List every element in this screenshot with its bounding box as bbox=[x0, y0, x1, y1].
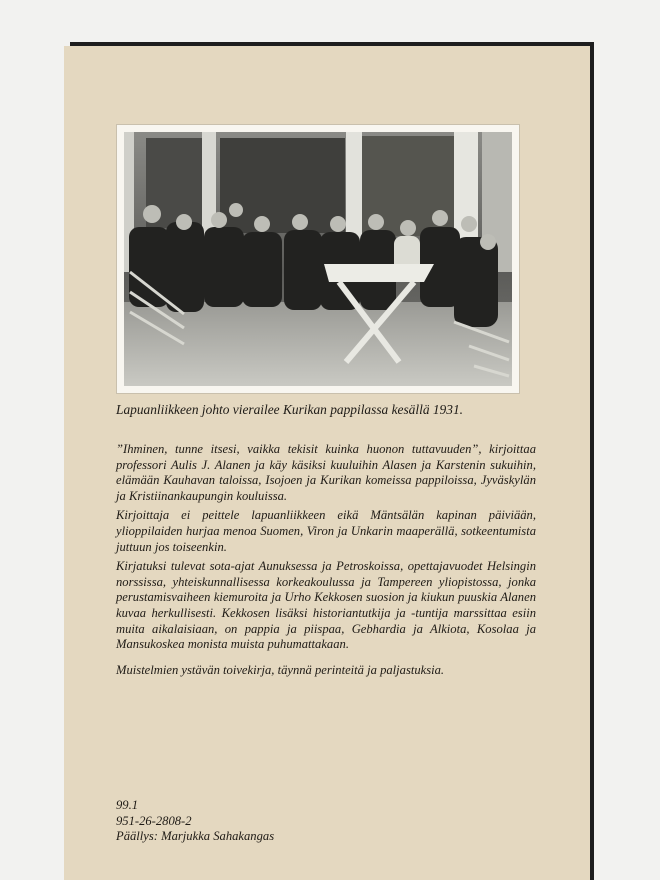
blurb-paragraph: Kirjoittaja ei peittele lapuanliikkeen eikä Mäntsälän kapinan päiviään, ylioppilaiden hurjaa menoa Suomen, Viron ja Unkarin maaperällä, sotkeentumista juttuun jos toiseenkin. bbox=[116, 508, 536, 554]
blurb-paragraph: ”Ihminen, tunne itsesi, vaikka tekisit kuinka huonon tuttavuuden”, kirjoittaa professori Aulis J. Alanen ja käy käsiksi kuuluihin Alasen ja Karstenin sukuihin, elämään Kauhavan taloissa, Isojoen ja Kurikan komeissa pappiloissa, Jyväskylän ja Kristiinankaupungin kouluissa. bbox=[116, 442, 536, 503]
classification-number: 99.1 bbox=[116, 798, 139, 812]
cover-credit: Päällys: Marjukka Sahakangas bbox=[116, 829, 275, 844]
blurb-paragraph: Kirjatuksi tulevat sota-ajat Aunuksessa ja Petroskoissa, opettajavuodet Helsingin norssissa, yhteiskunnallisessa korkeakoulussa ja Tampereen yliopistossa, jonka perustamisvaiheen kiemuroita ja Urho Kekkosen suosion ja kiukun puuskia Alanen kuvaa herkullisesti. Kekkosen lisäksi historiantutkija ja -tuntija marssittaa esiin muita aikalaisiaan, on pappia ja piispaa, Gebhardia ja Alkiota, Kosolaa ja Mansukoskea monista muista puhumattakaan. bbox=[116, 559, 536, 652]
photograph bbox=[124, 132, 512, 386]
blurb-paragraph: Muistelmien ystävän toivekirja, täynnä perinteitä ja paljastuksia. bbox=[116, 662, 445, 677]
publication-info bbox=[116, 798, 536, 845]
photo-caption: Lapuanliikkeen johto vierailee Kurikan pappilassa kesällä 1931. bbox=[116, 402, 463, 417]
isbn: 951-26-2808-2 bbox=[116, 813, 192, 828]
photo-frame bbox=[116, 124, 520, 394]
blurb-text bbox=[116, 442, 536, 682]
photo-illustration bbox=[124, 132, 512, 386]
book-back-cover bbox=[64, 46, 590, 880]
